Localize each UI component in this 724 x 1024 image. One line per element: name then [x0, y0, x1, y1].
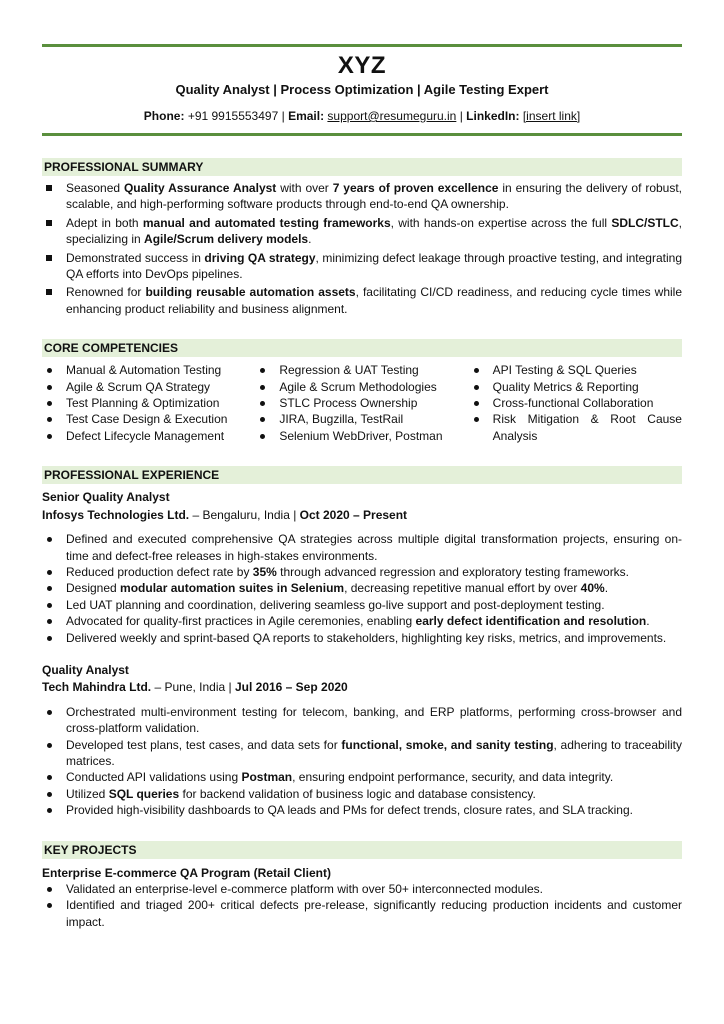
competency-item: STLC Process Ownership	[255, 395, 468, 411]
list-item	[42, 531, 682, 564]
experience-list	[42, 489, 682, 818]
bullet-text: , specializing in	[66, 215, 682, 247]
competency-item: Agile & Scrum QA Strategy	[42, 379, 255, 395]
list-item	[42, 250, 682, 283]
bullet-text: Delivered weekly and sprint-based QA reports to stakeholders, highlighting key risks, metrics, and improvements.	[66, 630, 667, 645]
list-item	[42, 802, 682, 818]
bullet-text: Renowned for	[66, 285, 146, 300]
bullet-text: , adhering to traceability matrices.	[66, 737, 683, 768]
job-title: Quality Analyst	[42, 662, 129, 677]
linkedin-link[interactable]: [insert link]	[522, 109, 581, 123]
competency-column	[255, 362, 468, 444]
list-item	[42, 180, 682, 213]
resume-page	[0, 44, 724, 1024]
competency-item: Defect Lifecycle Management	[42, 428, 255, 444]
competency-item: JIRA, Bugzilla, TestRail	[255, 411, 468, 427]
top-divider	[42, 44, 682, 47]
separator: |	[459, 109, 463, 123]
bullet-text: Validated an enterprise-level e-commerce platform with over 50+ interconnected modules.	[66, 882, 544, 896]
bullet-text: Utilized	[66, 786, 109, 801]
competency-item: API Testing & SQL Queries	[469, 362, 682, 378]
emphasis-text: Agile/Scrum delivery models	[144, 232, 309, 247]
competency-item: Agile & Scrum Methodologies	[255, 379, 468, 395]
bullet-text: Designed	[66, 581, 121, 596]
list-item	[42, 284, 682, 317]
separator: |	[281, 109, 285, 123]
candidate-name: XYZ	[337, 52, 387, 79]
bullet-text: .	[604, 581, 609, 596]
emphasis-text: 35%	[252, 564, 277, 579]
list-item	[42, 613, 682, 629]
bullet-text: Seasoned	[66, 181, 124, 195]
list-item	[42, 786, 682, 802]
competency-item: Quality Metrics & Reporting	[469, 379, 682, 395]
list-item	[42, 597, 682, 613]
list-item	[42, 897, 682, 930]
bullet-text: Defined and executed comprehensive QA strategies across multiple digital transformation projects, ensuring on-time and defect-free releases in high-stakes environments.	[66, 532, 682, 563]
bullet-text: Advocated for quality-first practices in Agile ceremonies, enabling	[66, 614, 416, 629]
bullet-text: Conducted API validations using	[66, 770, 242, 785]
bullet-text: in ensuring the delivery of robust, scalable, and high-performing software products through end-to-end QA ownership.	[66, 181, 683, 212]
company-name: Tech Mahindra Ltd.	[42, 680, 152, 695]
list-item	[42, 215, 682, 248]
emphasis-text: manual and automated testing frameworks	[142, 215, 391, 230]
competency-list	[42, 362, 255, 444]
competency-column	[42, 362, 255, 444]
bullet-text: with over	[276, 181, 333, 195]
emphasis-text: early defect identification and resolution	[415, 614, 647, 629]
competency-list	[469, 362, 682, 444]
emphasis-text: Quality Assurance Analyst	[123, 181, 277, 195]
list-item	[42, 564, 682, 580]
list-item	[42, 769, 682, 785]
email-label: Email:	[288, 109, 325, 123]
bullet-text: Led UAT planning and coordination, delivering seamless go-live support and post-deployment testing.	[66, 597, 605, 612]
bullet-text: for backend validation of business logic and database consistency.	[179, 786, 536, 801]
competency-item: Risk Mitigation & Root Cause Analysis	[469, 411, 682, 444]
phone-label: Phone:	[143, 109, 185, 123]
bullet-text: Identified and triaged 200+ critical defects pre-release, significantly reducing production incidents and customer impact.	[66, 898, 682, 929]
emphasis-text: SQL queries	[108, 786, 180, 801]
bullet-text: .	[308, 232, 312, 247]
section-heading-competencies: CORE COMPETENCIES	[42, 339, 682, 357]
bullet-text: .	[646, 614, 650, 629]
competency-item: Cross-functional Collaboration	[469, 395, 682, 411]
competency-item: Test Case Design & Execution	[42, 411, 255, 427]
bullet-text: through advanced regression and exploratory testing frameworks.	[276, 564, 630, 579]
emphasis-text: 7 years of proven excellence	[332, 181, 499, 195]
headline: Quality Analyst | Process Optimization | Agile Testing Expert	[175, 82, 549, 97]
project-title: Enterprise E-commerce QA Program (Retail Client)	[42, 865, 331, 880]
competency-list	[255, 362, 468, 444]
bullet-text: , minimizing defect leakage through proactive testing, and integrating QA efforts into DevOps pipelines.	[66, 250, 682, 282]
list-item	[42, 580, 682, 596]
bullet-text: , decreasing repetitive manual effort by over	[344, 581, 581, 596]
competency-item: Regression & UAT Testing	[255, 362, 468, 378]
job-location: – Pune, India |	[151, 680, 235, 695]
company-name: Infosys Technologies Ltd.	[42, 507, 190, 522]
job-location: – Bengaluru, India |	[189, 507, 300, 522]
job-dates: Jul 2016 – Sep 2020	[234, 680, 348, 695]
list-item	[42, 630, 682, 646]
emphasis-text: SDLC/STLC	[611, 215, 679, 230]
project-bullets	[42, 881, 682, 930]
competency-column	[469, 362, 682, 444]
contact-line	[42, 108, 682, 124]
competency-item: Selenium WebDriver, Postman	[255, 428, 468, 444]
job-company-line	[42, 679, 682, 695]
emphasis-text: modular automation suites in Selenium	[120, 581, 345, 596]
emphasis-text: driving QA strategy	[204, 250, 316, 265]
competencies-grid	[42, 362, 682, 444]
emphasis-text: 40%	[580, 581, 605, 596]
phone-value: +91 9915553497	[187, 109, 279, 123]
section-heading-summary: PROFESSIONAL SUMMARY	[42, 158, 682, 176]
contact-divider	[42, 133, 682, 136]
job-bullets	[42, 531, 682, 646]
section-heading-projects: KEY PROJECTS	[42, 841, 682, 859]
emphasis-text: Postman	[241, 770, 293, 785]
bullet-text: Orchestrated multi-environment testing for telecom, banking, and ERP platforms, performing cross-browser and cross-platform validation.	[66, 704, 682, 736]
bullet-text: Demonstrated success in	[66, 250, 205, 265]
job-dates: Oct 2020 – Present	[299, 507, 408, 522]
projects-list	[42, 865, 682, 931]
section-heading-experience: PROFESSIONAL EXPERIENCE	[42, 466, 682, 484]
linkedin-label: LinkedIn:	[466, 109, 520, 123]
bullet-text: Developed test plans, test cases, and data sets for	[66, 737, 342, 752]
list-item	[42, 704, 682, 737]
job-title: Senior Quality Analyst	[42, 490, 170, 505]
bullet-text: Reduced production defect rate by	[66, 564, 253, 579]
competency-item: Manual & Automation Testing	[42, 362, 255, 378]
job-company-line	[42, 507, 682, 523]
list-item	[42, 881, 682, 897]
list-item	[42, 737, 682, 770]
summary-list	[42, 180, 682, 317]
bullet-text: Provided high-visibility dashboards to QA leads and PMs for defect trends, closure rates, and SLA tracking.	[66, 803, 633, 818]
emphasis-text: functional, smoke, and sanity testing	[341, 737, 554, 752]
bullet-text: Adept in both	[66, 215, 143, 230]
emphasis-text: building reusable automation assets	[145, 285, 356, 300]
bullet-text: , with hands-on expertise across the full	[390, 215, 612, 230]
job-bullets	[42, 704, 682, 819]
competency-item: Test Planning & Optimization	[42, 395, 255, 411]
bullet-text: , ensuring endpoint performance, security, and data integrity.	[292, 770, 614, 785]
bullet-text: , facilitating CI/CD readiness, and reducing cycle times while enhancing product reliability and business alignment.	[66, 285, 683, 316]
email-link[interactable]: support@resumeguru.in	[327, 109, 457, 123]
